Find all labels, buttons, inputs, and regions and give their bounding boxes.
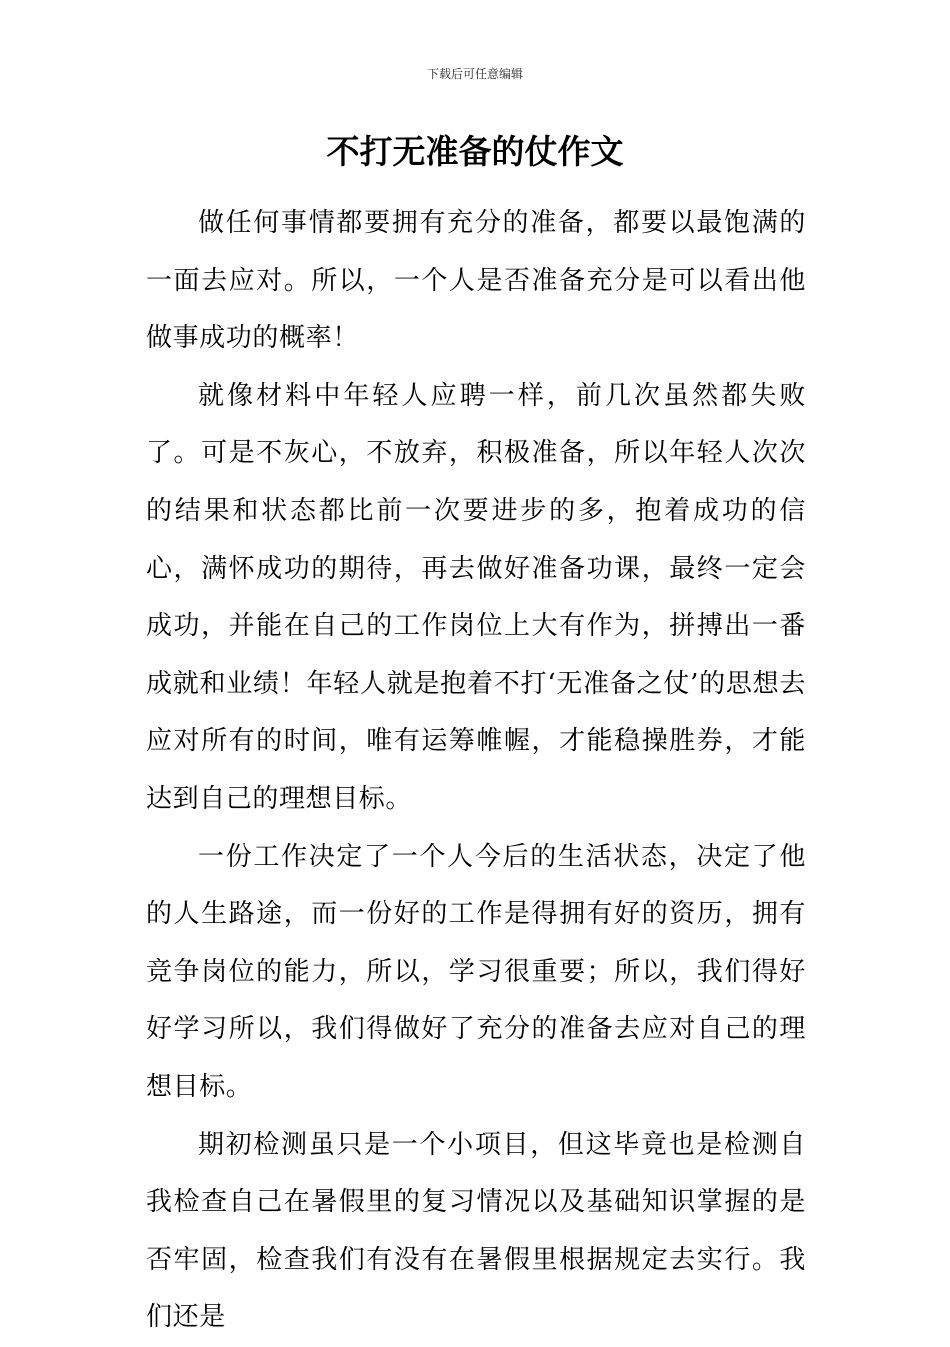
document-title: 不打无准备的仗作文 [326, 132, 624, 171]
header-note: 下载后可任意编辑 [426, 67, 523, 81]
document-body [146, 195, 806, 1347]
paragraph-2: 就像材料中年轻人应聘一样，前几次虽然都失败了。可是不灰心，不放弃，积极准备，所以年轻人次次的结果和状态都比前一次要进步的多，抱着成功的信心，满怀成功的期待，再去做好准备功课，最终一定会成功，并能在自己的工作岗位上大有作为，拼搏出一番成就和业绩！年轻人就是抱着不打‘无准备之仗’的思想去应对所有的时间，唯有运筹帷幄，才能稳操胜券，才能达到自己的理想目标。 [146, 380, 806, 814]
paragraph-3: 一份工作决定了一个人今后的生活状态，决定了他的人生路途，而一份好的工作是得拥有好的资历，拥有竞争岗位的能力，所以，学习很重要；所以，我们得好好学习所以，我们得做好了充分的准备去应对自己的理想目标。 [146, 841, 806, 1102]
paragraph-4: 期初检测虽只是一个小项目，但这毕竟也是检测自我检查自己在暑假里的复习情况以及基础知识掌握的是否牢固，检查我们有没有在暑假里根据规定去实行。我们还是 [146, 1129, 806, 1333]
paragraph-1: 做任何事情都要拥有充分的准备，都要以最饱满的一面去应对。所以，一个人是否准备充分是可以看出他做事成功的概率！ [146, 208, 806, 354]
